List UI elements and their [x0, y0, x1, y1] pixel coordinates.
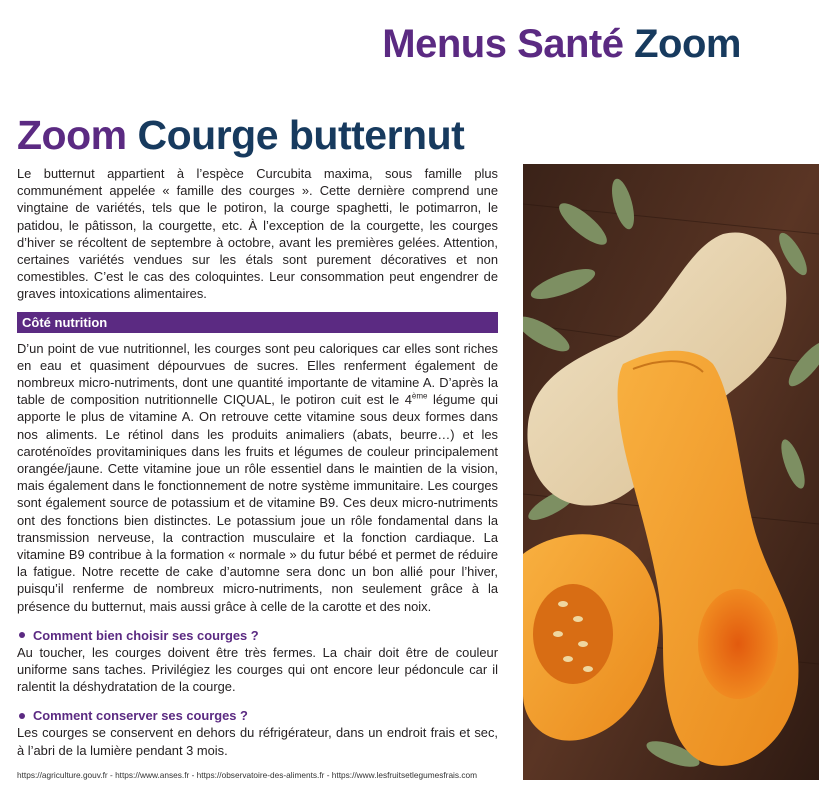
header-zoom: Zoom — [634, 22, 741, 66]
sources-line: https://agriculture.gouv.fr - https://www.anses.fr - https://observatoire-des-aliments.fr - https://www.lesfruitsetlegumesfrais.com — [17, 770, 478, 780]
header-menus-sante: Menus Santé — [382, 22, 624, 66]
tip-choose-heading — [17, 627, 498, 644]
tip-choose-question: Comment bien choisir ses courges ? — [33, 627, 259, 643]
nutrition-text-part1: D’un point de vue nutritionnel, les courges sont peu caloriques car elles sont riches en eau et quasiment dépourvues de sucres. Elles renferment également de nombreux micro-nutriments, dont une quantité importante de vitamine A. D’après la table de composition nutritionnelle CIQUAL, le potiron cuit est le 4 — [17, 340, 498, 408]
nutrition-text-part2: légume qui apporte le plus de vitamine A. On retrouve cette vitamine sous deux formes dans nos aliments. Le rétinol dans les produits animaliers (abats, beurre…) et les caroténoïdes provitaminiques dans les fruits et légumes de couleur principalement orangée/jaune. Cette vitamine joue un rôle essentiel dans le maintien de la vision, mais également dans le fonctionnement de notre système immunitaire. Les courges sont également source de potassium et de vitamine B9. Ces deux micro-nutriments ont des fonctions bien distinctes. Le potassium joue un rôle fondamental dans la transmission nerveuse, la contraction musculaire et la fonction cardiaque. La vitamine B9 contribue à la formation « normale » du futur bébé et permet de réduire la fatigue. Notre recette de cake d’automne sera donc un bon allié pour l’hiver, puisqu’il renferme de nombreux micro-nutriments, non seulement grâce à la présence du butternut, mais aussi grâce à celle de la carotte et des noix. — [17, 392, 498, 614]
tip-store-question: Comment conserver ses courges ? — [33, 708, 248, 724]
article-title — [17, 112, 464, 159]
tip-choose-answer: Au toucher, les courges doivent être très fermes. La chair doit être de couleur uniforme sans taches. Privilégiez les courges qui ont encore leur pédoncule car il ralentit la déshydratation de la courge. — [17, 644, 498, 695]
nutrition-paragraph — [17, 340, 498, 615]
bullet-icon — [19, 632, 25, 638]
nutrition-section-heading: Côté nutrition — [17, 312, 498, 333]
title-courge-butternut: Courge butternut — [137, 112, 465, 158]
tip-store-answer: Les courges se conservent en dehors du réfrigérateur, dans un endroit frais et sec, à l’abri de la lumière pendant 3 mois. — [17, 725, 498, 758]
page-header — [382, 22, 741, 67]
butternut-squash-photo — [523, 164, 819, 780]
title-zoom: Zoom — [17, 112, 127, 158]
bullet-icon — [19, 713, 25, 719]
tip-store-heading — [17, 707, 498, 724]
intro-paragraph: Le butternut appartient à l’espèce Curcubita maxima, sous famille plus communément appelée « famille des courges ». Cette dernière comprend une vingtaine de variétés, tels que le potiron, la courge spaghetti, le potimarron, le patidou, le pâtisson, la courgette, etc. À l’exception de la courgette, les courges d’hiver se récoltent de septembre à octobre, avant les premières gelées. Attention, certaines variétés vendues sur les étals sont purement décoratives et non comestibles. C’est le cas des coloquintes. Leur consommation peut engendrer de graves intoxications alimentaires. — [17, 166, 498, 302]
article-column — [17, 165, 498, 759]
superscript-eme: ème — [411, 391, 428, 401]
